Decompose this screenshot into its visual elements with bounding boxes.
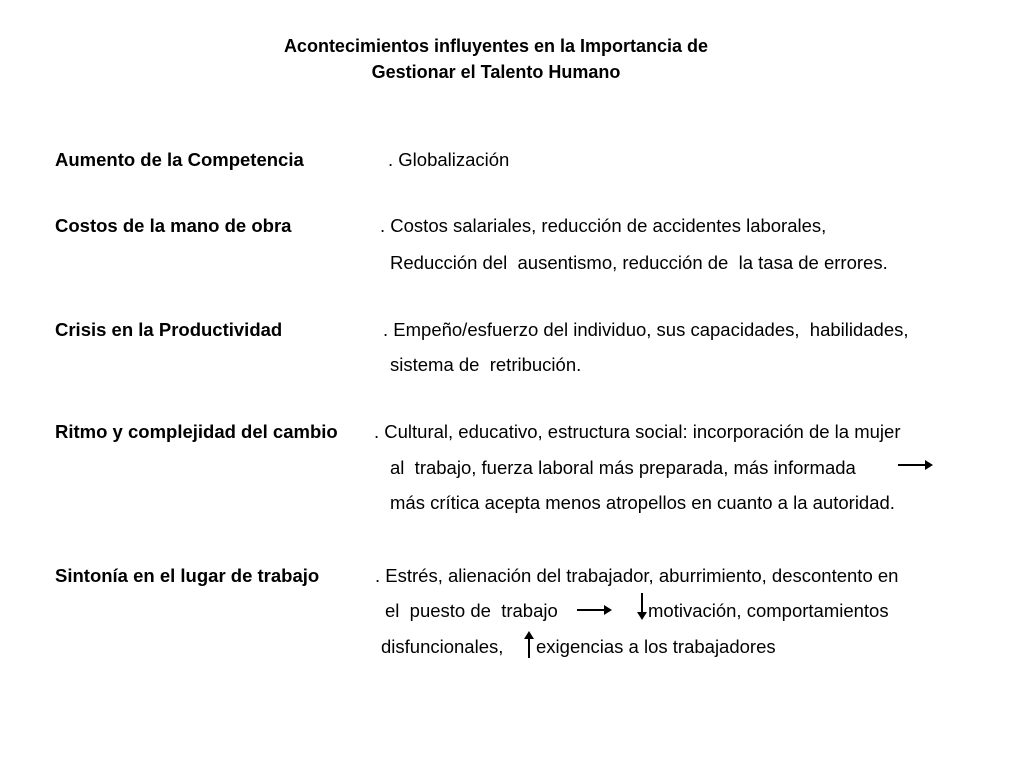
factor-detail-line: sistema de retribución.: [390, 354, 582, 375]
factor-detail-line: Reducción del ausentismo, reducción de la tasa de errores.: [390, 252, 888, 273]
factor-detail-line: exigencias a los trabajadores: [536, 636, 776, 657]
factor-label-productividad: Crisis en la Productividad: [55, 319, 283, 340]
right-arrow-icon: [898, 458, 934, 472]
right-arrow-icon: [577, 603, 613, 617]
factor-detail-line: disfuncionales,: [381, 636, 504, 657]
down-arrow-icon: [635, 593, 649, 621]
factor-label-competencia: Aumento de la Competencia: [55, 149, 304, 170]
factor-detail-line: el puesto de trabajo: [385, 600, 558, 621]
factor-label-cambio: Ritmo y complejidad del cambio: [55, 421, 338, 442]
factor-detail-line: más crítica acepta menos atropellos en cuanto a la autoridad.: [390, 492, 895, 513]
factor-detail-line: . Estrés, alienación del trabajador, aburrimiento, descontento en: [375, 565, 899, 586]
factor-detail-line: . Empeño/esfuerzo del individuo, sus capacidades, habilidades,: [383, 319, 909, 340]
factor-label-sintonia: Sintonía en el lugar de trabajo: [55, 565, 320, 586]
factor-label-costos: Costos de la mano de obra: [55, 215, 292, 236]
factor-detail-line: motivación, comportamientos: [648, 600, 889, 621]
factor-detail-line: . Costos salariales, reducción de accidentes laborales,: [380, 215, 827, 236]
slide-title-line-1: Acontecimientos influyentes en la Importancia de: [283, 36, 709, 56]
factor-detail-line: al trabajo, fuerza laboral más preparada, más informada: [390, 457, 856, 478]
factor-detail-line: . Globalización: [388, 149, 510, 170]
up-arrow-icon: [522, 630, 536, 658]
factor-detail-line: . Cultural, educativo, estructura social: incorporación de la mujer: [374, 421, 901, 442]
slide-title-line-2: Gestionar el Talento Humano: [371, 62, 621, 82]
